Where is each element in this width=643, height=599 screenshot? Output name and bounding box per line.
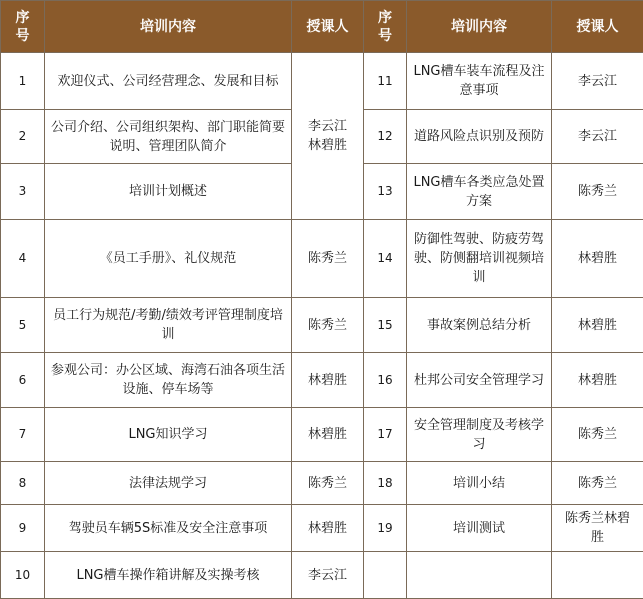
row-number: 11 bbox=[364, 53, 407, 110]
table-row bbox=[1, 220, 643, 298]
teacher-cell: 林碧胜 bbox=[292, 353, 364, 408]
training-content: 培训测试 bbox=[407, 505, 552, 552]
table-row bbox=[1, 462, 643, 505]
row-number: 2 bbox=[1, 110, 45, 164]
training-content bbox=[407, 552, 552, 599]
table-row bbox=[1, 298, 643, 353]
training-content: 公司介绍、公司组织架构、部门职能简要说明、管理团队简介 bbox=[45, 110, 292, 164]
training-content: 培训计划概述 bbox=[45, 164, 292, 220]
teacher-cell: 林碧胜 bbox=[552, 220, 643, 298]
training-content: LNG槽车装车流程及注意事项 bbox=[407, 53, 552, 110]
teacher-cell: 李云江 bbox=[292, 552, 364, 599]
training-content: 员工行为规范/考勤/绩效考评管理制度培训 bbox=[45, 298, 292, 353]
training-content: 驾驶员车辆5S标准及安全注意事项 bbox=[45, 505, 292, 552]
row-number: 14 bbox=[364, 220, 407, 298]
training-content: LNG知识学习 bbox=[45, 408, 292, 462]
row-number: 1 bbox=[1, 53, 45, 110]
row-number: 10 bbox=[1, 552, 45, 599]
row-number: 13 bbox=[364, 164, 407, 220]
training-content: LNG槽车各类应急处置方案 bbox=[407, 164, 552, 220]
teacher-cell: 李云江 bbox=[552, 53, 643, 110]
header-teacher-left: 授课人 bbox=[292, 1, 364, 53]
training-content: 《员工手册》、礼仪规范 bbox=[45, 220, 292, 298]
header-content-left: 培训内容 bbox=[45, 1, 292, 53]
training-content: 安全管理制度及考核学习 bbox=[407, 408, 552, 462]
teacher-cell: 陈秀兰 bbox=[292, 298, 364, 353]
header-row bbox=[1, 1, 643, 53]
table-row bbox=[1, 53, 643, 110]
training-content: 防御性驾驶、防疲劳驾驶、防侧翻培训视频培训 bbox=[407, 220, 552, 298]
training-content: 法律法规学习 bbox=[45, 462, 292, 505]
row-number: 19 bbox=[364, 505, 407, 552]
training-content: 参观公司：办公区域、海湾石油各项生活设施、停车场等 bbox=[45, 353, 292, 408]
header-seq-right: 序号 bbox=[364, 1, 407, 53]
row-number bbox=[364, 552, 407, 599]
teacher-cell: 李云江 林碧胜 bbox=[292, 53, 364, 220]
row-number: 9 bbox=[1, 505, 45, 552]
header-content-right: 培训内容 bbox=[407, 1, 552, 53]
teacher-cell: 林碧胜 bbox=[552, 353, 643, 408]
row-number: 15 bbox=[364, 298, 407, 353]
teacher-cell: 陈秀兰林碧胜 bbox=[552, 505, 643, 552]
teacher-cell: 陈秀兰 bbox=[552, 408, 643, 462]
row-number: 5 bbox=[1, 298, 45, 353]
row-number: 4 bbox=[1, 220, 45, 298]
header-seq-left: 序号 bbox=[1, 1, 45, 53]
training-content: 培训小结 bbox=[407, 462, 552, 505]
training-content: 欢迎仪式、公司经营理念、发展和目标 bbox=[45, 53, 292, 110]
teacher-cell bbox=[552, 552, 643, 599]
teacher-cell: 陈秀兰 bbox=[292, 462, 364, 505]
training-content: 道路风险点识别及预防 bbox=[407, 110, 552, 164]
teacher-cell: 林碧胜 bbox=[292, 408, 364, 462]
header-teacher-right: 授课人 bbox=[552, 1, 643, 53]
training-content: LNG槽车操作箱讲解及实操考核 bbox=[45, 552, 292, 599]
teacher-cell: 陈秀兰 bbox=[292, 220, 364, 298]
row-number: 7 bbox=[1, 408, 45, 462]
row-number: 18 bbox=[364, 462, 407, 505]
row-number: 17 bbox=[364, 408, 407, 462]
row-number: 8 bbox=[1, 462, 45, 505]
row-number: 3 bbox=[1, 164, 45, 220]
row-number: 12 bbox=[364, 110, 407, 164]
table-row bbox=[1, 408, 643, 462]
teacher-cell: 陈秀兰 bbox=[552, 164, 643, 220]
row-number: 16 bbox=[364, 353, 407, 408]
teacher-cell: 林碧胜 bbox=[292, 505, 364, 552]
teacher-cell: 李云江 bbox=[552, 110, 643, 164]
table-row bbox=[1, 552, 643, 599]
table-row bbox=[1, 353, 643, 408]
teacher-cell: 陈秀兰 bbox=[552, 462, 643, 505]
training-content: 事故案例总结分析 bbox=[407, 298, 552, 353]
table-row bbox=[1, 505, 643, 552]
teacher-cell: 林碧胜 bbox=[552, 298, 643, 353]
training-content: 杜邦公司安全管理学习 bbox=[407, 353, 552, 408]
row-number: 6 bbox=[1, 353, 45, 408]
